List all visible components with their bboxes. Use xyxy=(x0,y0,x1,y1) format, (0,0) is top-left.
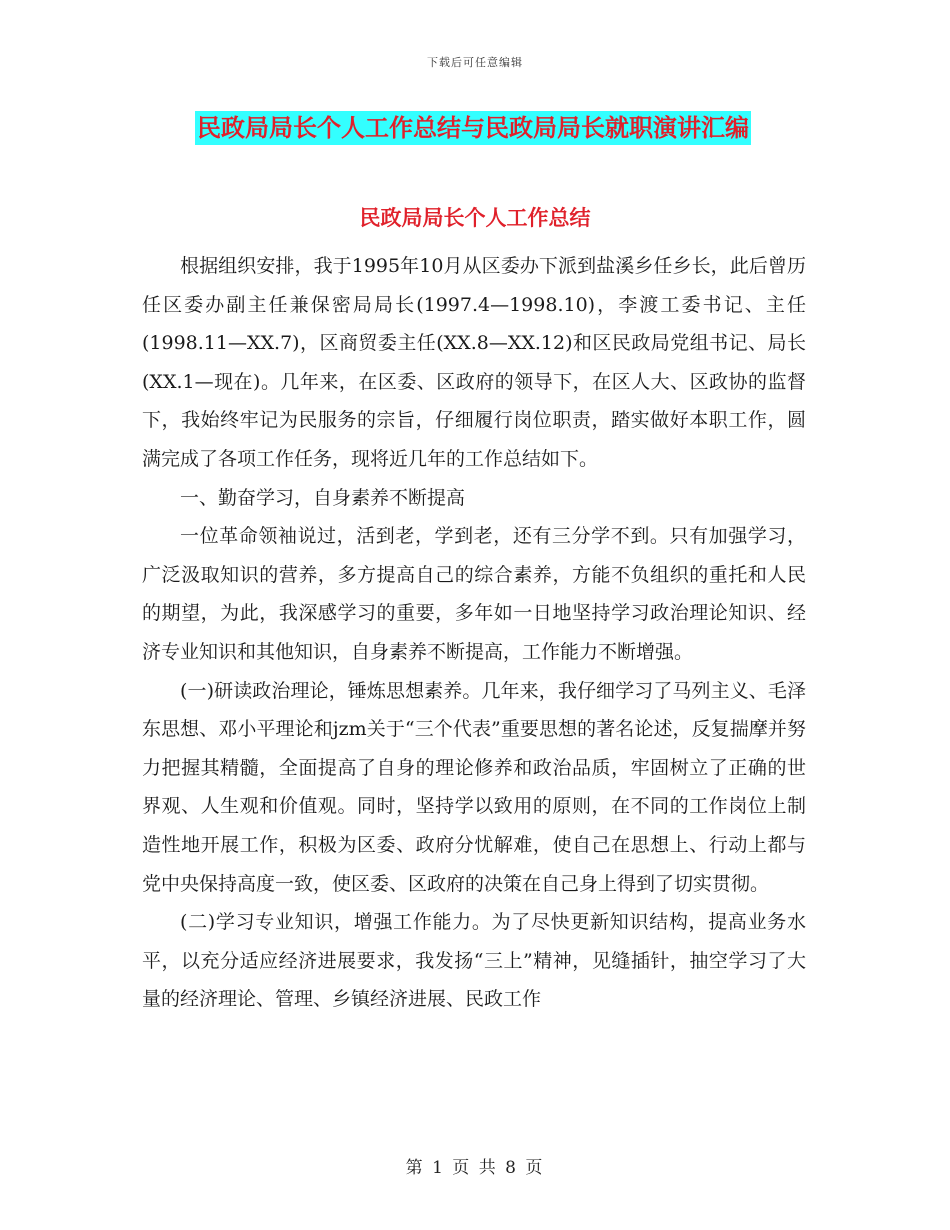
paragraph-intro: 根据组织安排，我于1995年10月从区委办下派到盐溪乡任乡长，此后曾历任区委办副主任兼保密局局长(1997.4—1998.10)，李渡工委书记、主任(1998.11—XX.7)，区商贸委主任(XX.8—XX.12)和区民政局党组书记、局长(XX.1—现在)。几年来，在区委、区政府的领导下，在区人大、区政协的监督下，我始终牢记为民服务的宗旨，仔细履行岗位职责，踏实做好本职工作，圆满完成了各项工作任务，现将近几年的工作总结如下。 xyxy=(142,255,806,470)
paragraph-professional-knowledge: (二)学习专业知识，增强工作能力。为了尽快更新知识结构，提高业务水平，以充分适应经济进展要求，我发扬“三上”精神，见缝插针，抽空学习了大量的经济理论、管理、乡镇经济进展、民政工作 xyxy=(142,911,806,1011)
document-body xyxy=(142,247,806,1019)
page-header-note: 下载后可任意编辑 xyxy=(427,56,523,69)
document-title: 民政局局长个人工作总结与民政局局长就职演讲汇编 xyxy=(195,111,751,145)
paragraph-study: 一位革命领袖说过，活到老，学到老，还有三分学不到。只有加强学习，广泛汲取知识的营养，多方提高自己的综合素养，方能不负组织的重托和人民的期望，为此，我深感学习的重要，多年如一日地坚持学习政治理论知识、经济专业知识和其他知识，自身素养不断提高，工作能力不断增强。 xyxy=(142,525,806,663)
paragraph-political-theory: (一)研读政治理论，锤炼思想素养。几年来，我仔细学习了马列主义、毛泽东思想、邓小平理论和jzm关于“三个代表”重要思想的著名论述，反复揣摩并努力把握其精髓，全面提高了自身的理论修养和政治品质，牢固树立了正确的世界观、人生观和价值观。同时，坚持学以致用的原则，在不同的工作岗位上制造性地开展工作，积极为区委、政府分忧解难，使自己在思想上、行动上都与党中央保持高度一致，使区委、区政府的决策在自己身上得到了切实贯彻。 xyxy=(142,679,806,895)
heading-study: 一、勤奋学习，自身素养不断提高 xyxy=(180,486,466,509)
page-number: 第 1 页 共 8 页 xyxy=(405,1158,545,1178)
section-title: 民政局局长个人工作总结 xyxy=(359,205,591,230)
